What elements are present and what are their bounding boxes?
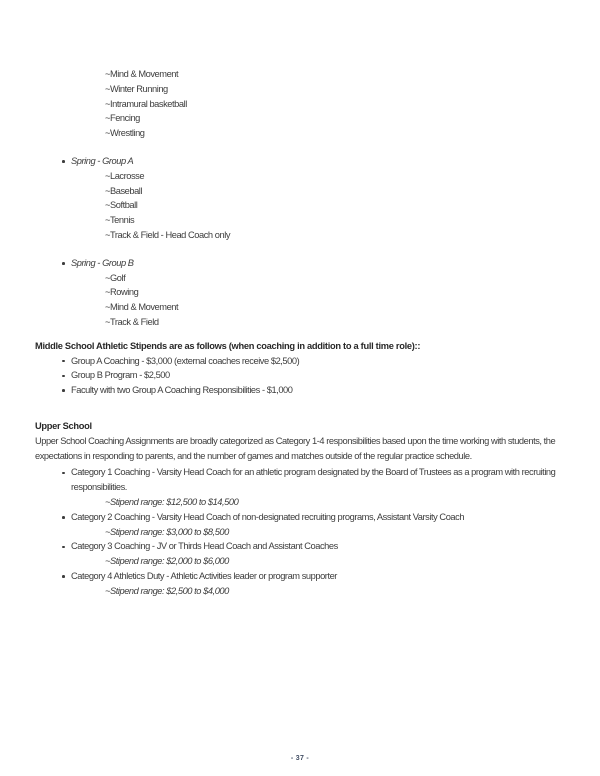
- bullet-item-label: Category 3 Coaching - JV or Thirds Head Coach and Assistant Coaches: [71, 541, 338, 552]
- bullet-list-item: [35, 569, 588, 584]
- sub-list-item: ~Tennis: [105, 215, 135, 226]
- sub-list-item: ~Fencing: [105, 113, 140, 124]
- bullet-list-item: [35, 539, 588, 554]
- sub-list-item: ~Track & Field: [105, 316, 159, 327]
- sub-list-item: ~Track & Field - Head Coach only: [105, 229, 231, 240]
- spacer: [35, 243, 588, 256]
- spacer: [35, 141, 588, 154]
- continuation-line: responsibilities.: [71, 482, 127, 493]
- sub-list-item: ~Stipend range: $2,000 to $6,000: [105, 556, 229, 567]
- bullet-icon: [62, 262, 65, 265]
- section-heading: Middle School Athletic Stipends are as follows (when coaching in addition to a full time role)::: [35, 340, 421, 351]
- sub-list-item: ~Softball: [105, 200, 138, 211]
- bullet-list-item: [35, 354, 588, 369]
- sub-list-item: ~Rowing: [105, 287, 139, 298]
- bullet-icon: [62, 389, 65, 392]
- spacer: [35, 330, 588, 339]
- sub-list-item: ~Stipend range: $3,000 to $8,500: [105, 526, 229, 537]
- bullet-item-label: Category 1 Coaching - Varsity Head Coach for an athletic program designated by the Board of Trustees as a program with recruiting: [71, 467, 556, 478]
- bullet-icon: [62, 575, 65, 578]
- bullet-list-item: [35, 510, 588, 525]
- bullet-list-item: [35, 368, 588, 383]
- bullet-icon: [62, 360, 65, 363]
- sub-list-item: ~Golf: [105, 272, 126, 283]
- paragraph-line: expectations in responding to parents, and the number of games and matches outside of the regular practice schedule.: [35, 450, 472, 461]
- bullet-item-label: Spring - Group B: [71, 257, 134, 268]
- bullet-icon: [62, 375, 65, 378]
- bullet-item-label: Spring - Group A: [71, 155, 134, 166]
- spacer: [35, 398, 588, 419]
- bullet-icon: [62, 516, 65, 519]
- bullet-item-label: Group A Coaching - $3,000 (external coaches receive $2,500): [71, 355, 300, 366]
- bullet-list-item: [35, 154, 588, 169]
- sub-list-item: ~Intramural basketball: [105, 98, 187, 109]
- bullet-icon: [62, 546, 65, 549]
- sub-list-item: ~Stipend range: $2,500 to $4,000: [105, 585, 229, 596]
- paragraph-line: Upper School Coaching Assignments are broadly categorized as Category 1-4 responsibilities based upon the time working with students, the: [35, 435, 556, 446]
- bullet-icon: [62, 160, 65, 163]
- sub-list-item: ~Mind & Movement: [105, 302, 179, 313]
- sub-list-item: ~Mind & Movement: [105, 69, 179, 79]
- bullet-list-item: [35, 465, 588, 480]
- bullet-list-item: [35, 256, 588, 271]
- section-heading: Upper School: [35, 420, 92, 431]
- sub-list-item: ~Wrestling: [105, 128, 145, 139]
- bullet-item-label: Group B Program - $2,500: [71, 370, 170, 381]
- page-content: [35, 67, 588, 599]
- bullet-item-label: Category 2 Coaching - Varsity Head Coach of non-designated recruiting programs, Assistant Varsity Coach: [71, 511, 465, 522]
- bullet-icon: [62, 472, 65, 475]
- sub-list-item: ~Baseball: [105, 185, 143, 196]
- sub-list-item: ~Lacrosse: [105, 170, 145, 181]
- page-number: - 37 -: [290, 755, 310, 762]
- bullet-item-label: Faculty with two Group A Coaching Responsibilities - $1,000: [71, 385, 293, 396]
- bullet-item-label: Category 4 Athletics Duty - Athletic Activities leader or program supporter: [71, 570, 337, 581]
- bullet-list-item: [35, 383, 588, 398]
- sub-list-item: ~Stipend range: $12,500 to $14,500: [105, 496, 239, 507]
- sub-list-item: ~Winter Running: [105, 83, 168, 94]
